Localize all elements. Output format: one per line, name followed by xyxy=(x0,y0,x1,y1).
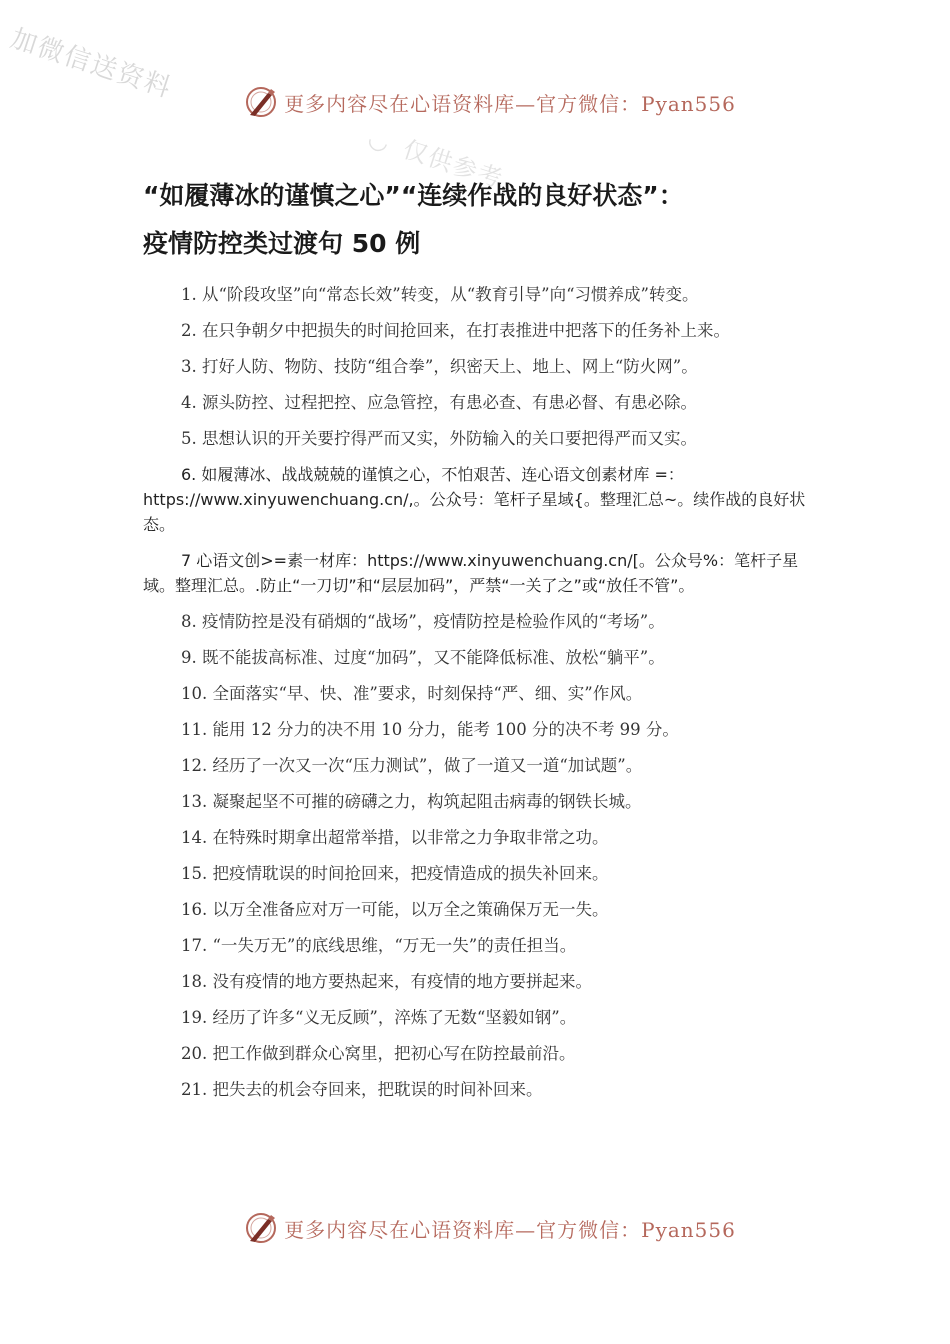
title-line-2: 疫情防控类过渡句 50 例 xyxy=(143,229,421,258)
title-line-1: “如履薄冰的谨慎之心”“连续作战的良好状态”： xyxy=(143,181,684,210)
paragraph-11: 11. 能用 12 分力的决不用 10 分力，能考 100 分的决不考 99 分。 xyxy=(181,720,679,739)
paragraph-8: 8. 疫情防控是没有硝烟的“战场”，疫情防控是检验作风的“考场”。 xyxy=(181,612,665,631)
paragraph-5: 5. 思想认识的开关要拧得严而又实，外防输入的关口要把得严而又实。 xyxy=(181,429,697,448)
paragraph-16: 16. 以万全准备应对万一可能，以万全之策确保万无一失。 xyxy=(181,900,609,919)
footer-banner xyxy=(0,1208,950,1248)
pen-logo-icon xyxy=(244,85,278,119)
paragraph-18: 18. 没有疫情的地方要热起来，有疫情的地方要拼起来。 xyxy=(181,972,592,991)
header-banner xyxy=(0,82,950,122)
paragraph-1: 1. 从“阶段攻坚”向“常态长效”转变，从“教育引导”向“习惯养成”转变。 xyxy=(181,285,699,304)
paragraph-6: 6. 如履薄冰、战战兢兢的谨慎之心，不怕艰苦、连心语文创素材库 =：https://www.xinyuwenchuang.cn/,。公众号：笔杆子星域{。整理汇总~。续作战的良好状态。 xyxy=(143,465,806,534)
watermark-text-secondary: ◡ 仅供参考 xyxy=(364,123,508,194)
paragraph-20: 20. 把工作做到群众心窝里，把初心写在防控最前沿。 xyxy=(181,1044,576,1063)
paragraph-2: 2. 在只争朝夕中把损失的时间抢回来，在打表推进中把落下的任务补上来。 xyxy=(181,321,730,340)
watermark-text: 加微信送资料 xyxy=(6,23,176,105)
paragraph-9: 9. 既不能拔高标准、过度“加码”，又不能降低标准、放松“躺平”。 xyxy=(181,648,665,667)
document-body xyxy=(143,282,808,1113)
paragraph-3: 3. 打好人防、物防、技防“组合拳”，织密天上、地上、网上“防火网”。 xyxy=(181,357,698,376)
paragraph-10: 10. 全面落实“早、快、准”要求，时刻保持“严、细、实”作风。 xyxy=(181,684,643,703)
document-title xyxy=(143,172,823,268)
banner-text: 更多内容尽在心语资料库—官方微信：Pyan556 xyxy=(284,1217,736,1242)
paragraph-15: 15. 把疫情耽误的时间抢回来，把疫情造成的损失补回来。 xyxy=(181,864,609,883)
paragraph-12: 12. 经历了一次又一次“压力测试”，做了一道又一道“加试题”。 xyxy=(181,756,643,775)
paragraph-21: 21. 把失去的机会夺回来，把耽误的时间补回来。 xyxy=(181,1080,543,1099)
paragraph-14: 14. 在特殊时期拿出超常举措，以非常之力争取非常之功。 xyxy=(181,828,609,847)
paragraph-4: 4. 源头防控、过程把控、应急管控，有患必查、有患必督、有患必除。 xyxy=(181,393,697,412)
paragraph-13: 13. 凝聚起坚不可摧的磅礴之力，构筑起阻击病毒的钢铁长城。 xyxy=(181,792,642,811)
paragraph-17: 17. “一失万无”的底线思维，“万无一失”的责任担当。 xyxy=(181,936,577,955)
banner-text: 更多内容尽在心语资料库—官方微信：Pyan556 xyxy=(284,91,736,116)
pen-logo-icon xyxy=(244,1211,278,1245)
paragraph-19: 19. 经历了许多“义无反顾”，淬炼了无数“坚毅如钢”。 xyxy=(181,1008,577,1027)
paragraph-7: 7 心语文创>=素一材库：https://www.xinyuwenchuang.cn/[。公众号%：笔杆子星域。整理汇总。.防止“一刀切”和“层层加码”，严禁“一关了之”或“放任不管”。 xyxy=(143,551,799,595)
